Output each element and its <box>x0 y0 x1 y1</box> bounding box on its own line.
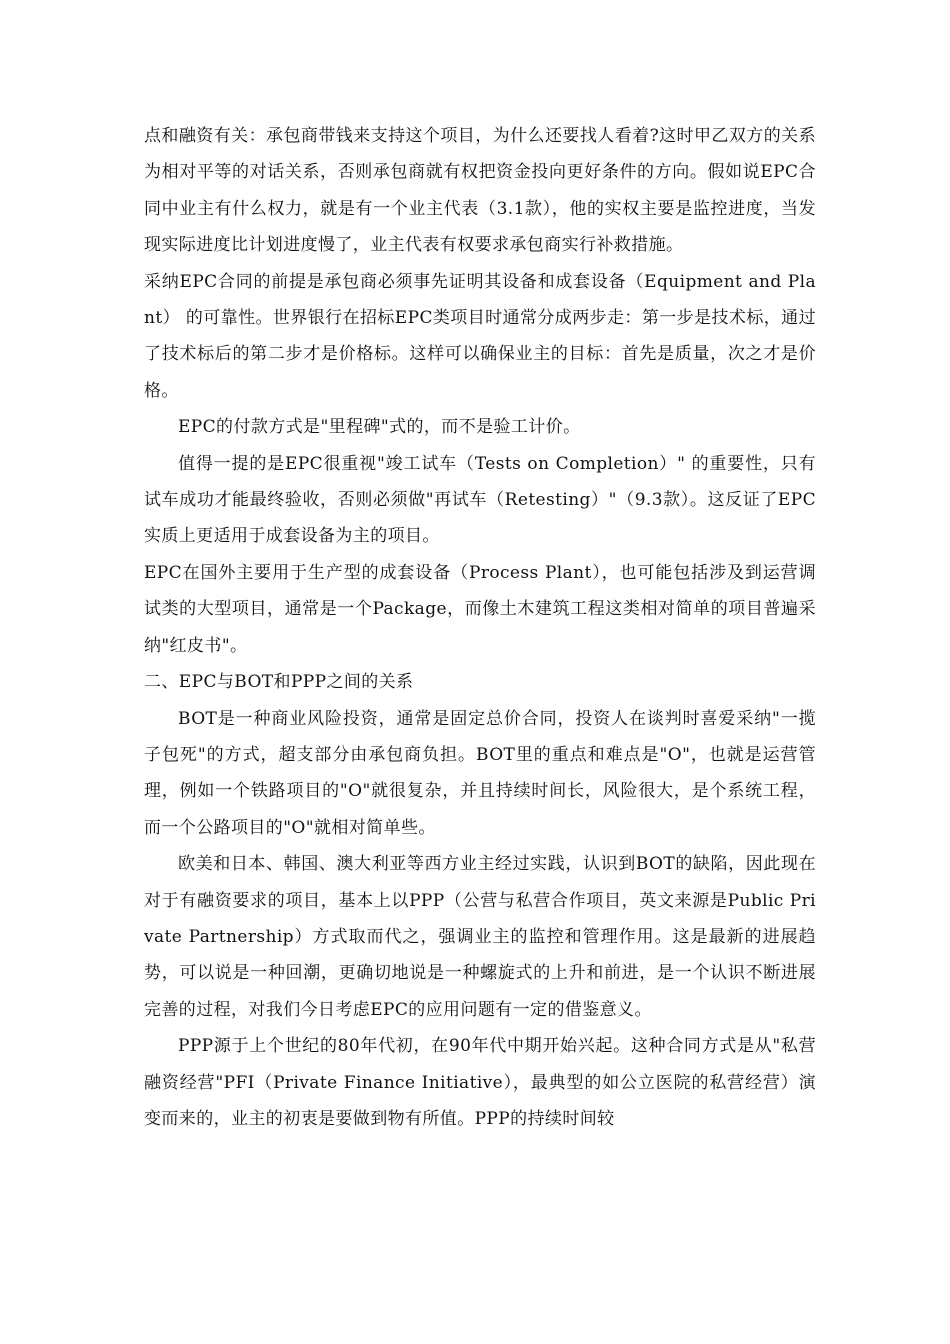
paragraph-3: EPC的付款方式是"里程碑"式的，而不是验工计价。 <box>178 417 581 438</box>
paragraph-1: 点和融资有关：承包商带钱来支持这个项目，为什么还要找人看着?这时甲乙双方的关系为相对平等的对话关系，否则承包商就有权把资金投向更好条件的方向。假如说EPC合同中业主有什么权力，就是有一个业主代表（3.1款），他的实权主要是监控进度，当发现实际进度比计划进度慢了，业主代表有权要求承包商实行补救措施。 <box>144 126 816 256</box>
section-heading: 二、EPC与BOT和PPP之间的关系 <box>144 672 414 693</box>
paragraph-8: PPP源于上个世纪的80年代初，在90年代中期开始兴起。这种合同方式是从"私营融资经营"PFI（Private Finance Initiative），最典型的如公立医院的私营经营）演变而来的，业主的初衷是要做到物有所值。PPP的持续时间较 <box>144 1036 816 1129</box>
document-body <box>144 118 816 1137</box>
paragraph-5: EPC在国外主要用于生产型的成套设备（Process Plant），也可能包括涉及到运营调试类的大型项目，通常是一个Package，而像土木建筑工程这类相对简单的项目普遍采纳"红皮书"。 <box>144 562 816 656</box>
paragraph-7: 欧美和日本、韩国、澳大利亚等西方业主经过实践，认识到BOT的缺陷，因此现在对于有融资要求的项目，基本上以PPP（公营与私营合作项目，英文来源是Public Private Partnership）方式取而代之，强调业主的监控和管理作用。这是最新的进展趋势，可以说是一种回潮，更确切地说是一种螺旋式的上升和前进，是一个认识不断进展完善的过程，对我们今日考虑EPC的应用问题有一定的借鉴意义。 <box>144 854 816 1020</box>
paragraph-2: 采纳EPC合同的前提是承包商必须事先证明其设备和成套设备（Equipment and Plant） 的可靠性。世界银行在招标EPC类项目时通常分成两步走：第一步是技术标，通过了技术标后的第二步才是价格标。这样可以确保业主的目标：首先是质量，次之才是价格。 <box>144 271 816 401</box>
paragraph-6: BOT是一种商业风险投资，通常是固定总价合同，投资人在谈判时喜爱采纳"一揽子包死"的方式，超支部分由承包商负担。BOT里的重点和难点是"O"，也就是运营管理，例如一个铁路项目的"O"就很复杂，并且持续时间长，风险很大，是个系统工程，而一个公路项目的"O"就相对简单些。 <box>144 708 816 838</box>
paragraph-4: 值得一提的是EPC很重视"竣工试车（Tests on Completion）" 的重要性，只有试车成功才能最终验收，否则必须做"再试车（Retesting）"（9.3款）。这反证了EPC实质上更适用于成套设备为主的项目。 <box>144 453 816 547</box>
